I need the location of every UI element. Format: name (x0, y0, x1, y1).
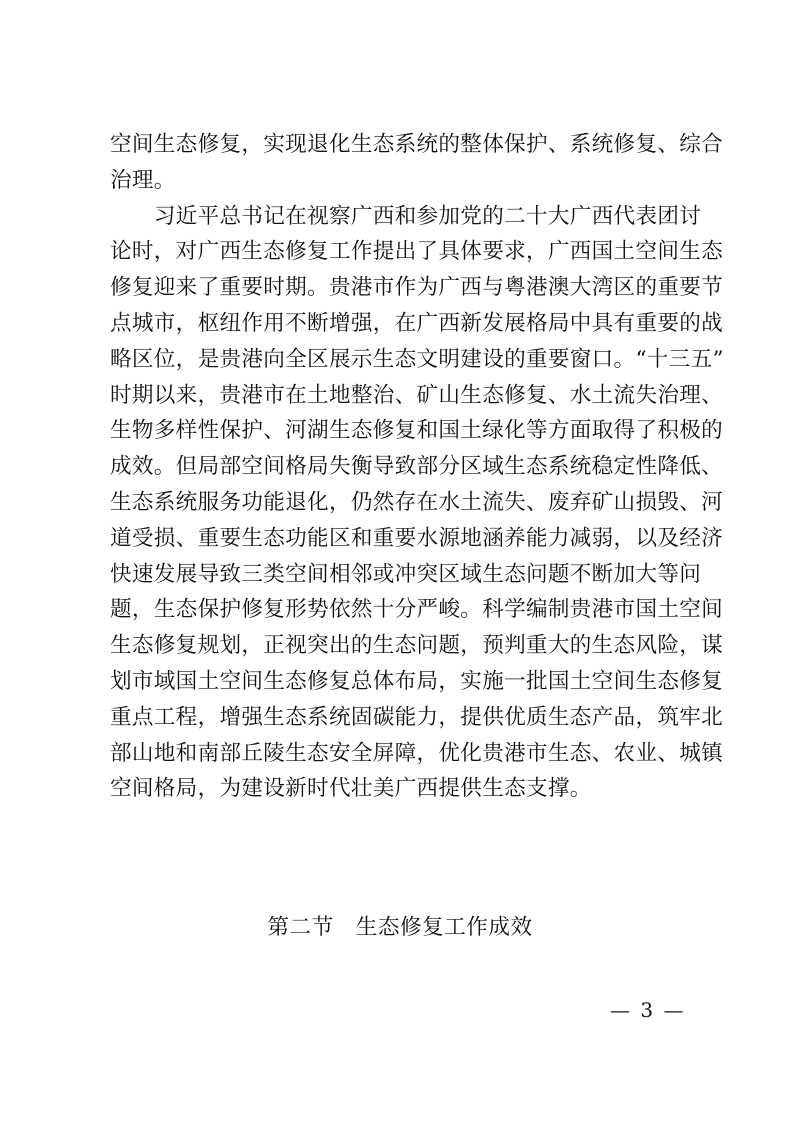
text-line: 生态系统服务功能退化，仍然存在水土流失、废弃矿山损毁、河 (110, 489, 724, 515)
text-line: 点城市，枢纽作用不断增强，在广西新发展格局中具有重要的战 (110, 310, 724, 336)
text-line: 习近平总书记在视察广西和参加党的二十大广西代表团讨 (110, 203, 702, 229)
text-line: 空间格局，为建设新时代壮美广西提供生态支撑。 (110, 776, 592, 802)
text-line: 生态修复规划，正视突出的生态问题，预判重大的生态风险，谋 (110, 633, 724, 659)
text-line: 成效。但局部空间格局失衡导致部分区域生态系统稳定性降低、 (110, 454, 724, 480)
text-line: 道受损、重要生态功能区和重要水源地涵养能力减弱，以及经济 (110, 525, 724, 551)
text-line: 生物多样性保护、河湖生态修复和国土绿化等方面取得了积极的 (110, 418, 724, 444)
text-line: 略区位，是贵港向全区展示生态文明建设的重要窗口。“十三五” (110, 346, 724, 372)
text-line: 题，生态保护修复形势依然十分严峻。科学编制贵港市国土空间 (110, 597, 724, 623)
text-line: 划市域国土空间生态修复总体布局，实施一批国土空间生态修复 (110, 668, 724, 694)
text-line: 空间生态修复，实现退化生态系统的整体保护、系统修复、综合 (110, 132, 724, 157)
page-number: — 3 — (610, 998, 686, 1022)
body-paragraphs (110, 127, 724, 807)
text-line: 部山地和南部丘陵生态安全屏障，优化贵港市生态、农业、城镇 (110, 740, 724, 766)
section-heading: 第二节 生态修复工作成效 (267, 915, 533, 940)
text-line: 论时，对广西生态修复工作提出了具体要求，广西国土空间生态 (110, 239, 724, 265)
text-line: 治理。 (110, 167, 176, 193)
text-line: 重点工程，增强生态系统固碳能力，提供优质生态产品，筑牢北 (110, 704, 724, 730)
text-line: 快速发展导致三类空间相邻或冲突区域生态问题不断加大等问 (110, 561, 702, 587)
text-line: 时期以来，贵港市在土地整治、矿山生态修复、水土流失治理、 (110, 382, 724, 408)
text-line: 修复迎来了重要时期。贵港市作为广西与粤港澳大湾区的重要节 (110, 275, 724, 301)
